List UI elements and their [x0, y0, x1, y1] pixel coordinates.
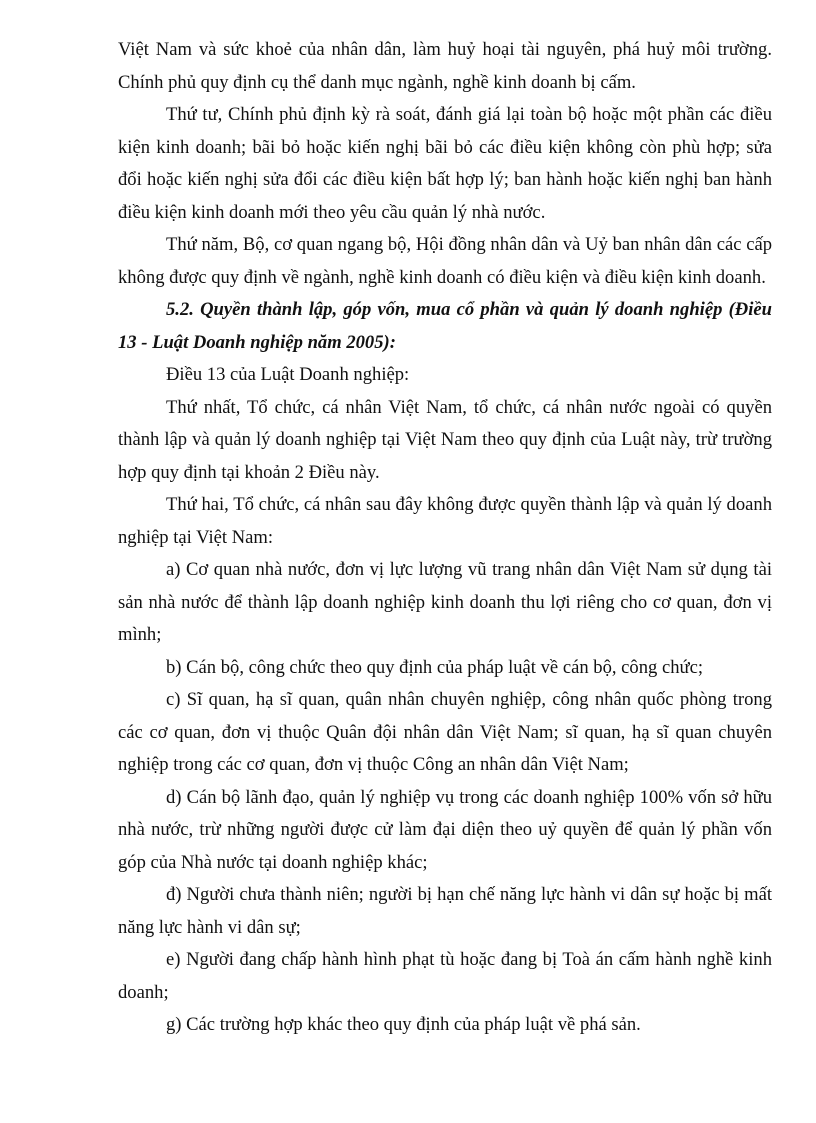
section-heading: 5.2. Quyền thành lập, góp vốn, mua cổ phần và quản lý doanh nghiệp (Điều 13 - Luật Doanh nghiệp năm 2005): [118, 299, 772, 353]
paragraph-thu-nhat: Thứ nhất, Tổ chức, cá nhân Việt Nam, tổ chức, cá nhân nước ngoài có quyền thành lập và quản lý doanh nghiệp tại Việt Nam theo quy định của Luật này, trừ trường hợp quy định tại khoản 2 Điều này. [118, 396, 772, 483]
paragraph-continuation: Việt Nam và sức khoẻ của nhân dân, làm huỷ hoại tài nguyên, phá huỷ môi trường. Chính phủ quy định cụ thể danh mục ngành, nghề kinh doanh bị cấm. [118, 39, 772, 93]
list-item-dd: đ) Người chưa thành niên; người bị hạn chế năng lực hành vi dân sự hoặc bị mất năng lực hành vi dân sự; [118, 884, 772, 938]
list-item-e: e) Người đang chấp hành hình phạt tù hoặc đang bị Toà án cấm hành nghề kinh doanh; [118, 949, 772, 1003]
list-item-d: d) Cán bộ lãnh đạo, quản lý nghiệp vụ trong các doanh nghiệp 100% vốn sở hữu nhà nước, trừ những người được cử làm đại diện theo uỷ quyền để quản lý phần vốn góp của Nhà nước tại doanh nghiệp khác; [118, 786, 772, 873]
list-item-a: a) Cơ quan nhà nước, đơn vị lực lượng vũ trang nhân dân Việt Nam sử dụng tài sản nhà nước để thành lập doanh nghiệp kinh doanh thu lợi riêng cho cơ quan, đơn vị mình; [118, 559, 772, 645]
paragraph-thu-nam: Thứ năm, Bộ, cơ quan ngang bộ, Hội đồng nhân dân và Uỷ ban nhân dân các cấp không được quy định về ngành, nghề kinh doanh có điều kiện và điều kiện kinh doanh. [118, 234, 772, 288]
paragraph-dieu-13: Điều 13 của Luật Doanh nghiệp: [166, 364, 410, 385]
list-item-g: g) Các trường hợp khác theo quy định của pháp luật về phá sản. [166, 1014, 641, 1035]
list-item-b: b) Cán bộ, công chức theo quy định của pháp luật về cán bộ, công chức; [166, 656, 704, 678]
paragraph-thu-hai: Thứ hai, Tổ chức, cá nhân sau đây không được quyền thành lập và quản lý doanh nghiệp tại Việt Nam: [118, 494, 772, 548]
list-item-c: c) Sĩ quan, hạ sĩ quan, quân nhân chuyên nghiệp, công nhân quốc phòng trong các cơ quan, đơn vị thuộc Quân đội nhân dân Việt Nam; sĩ quan, hạ sĩ quan chuyên nghiệp trong các cơ quan, đơn vị thuộc Công an nhân dân Việt Nam; [118, 689, 772, 775]
paragraph-thu-tu: Thứ tư, Chính phủ định kỳ rà soát, đánh giá lại toàn bộ hoặc một phần các điều kiện kinh doanh; bãi bỏ hoặc kiến nghị bãi bỏ các điều kiện không còn phù hợp; sửa đổi hoặc kiến nghị sửa đổi các điều kiện bất hợp lý; ban hành hoặc kiến nghị ban hành điều kiện kinh doanh mới theo yêu cầu quản lý nhà nước. [118, 104, 772, 223]
